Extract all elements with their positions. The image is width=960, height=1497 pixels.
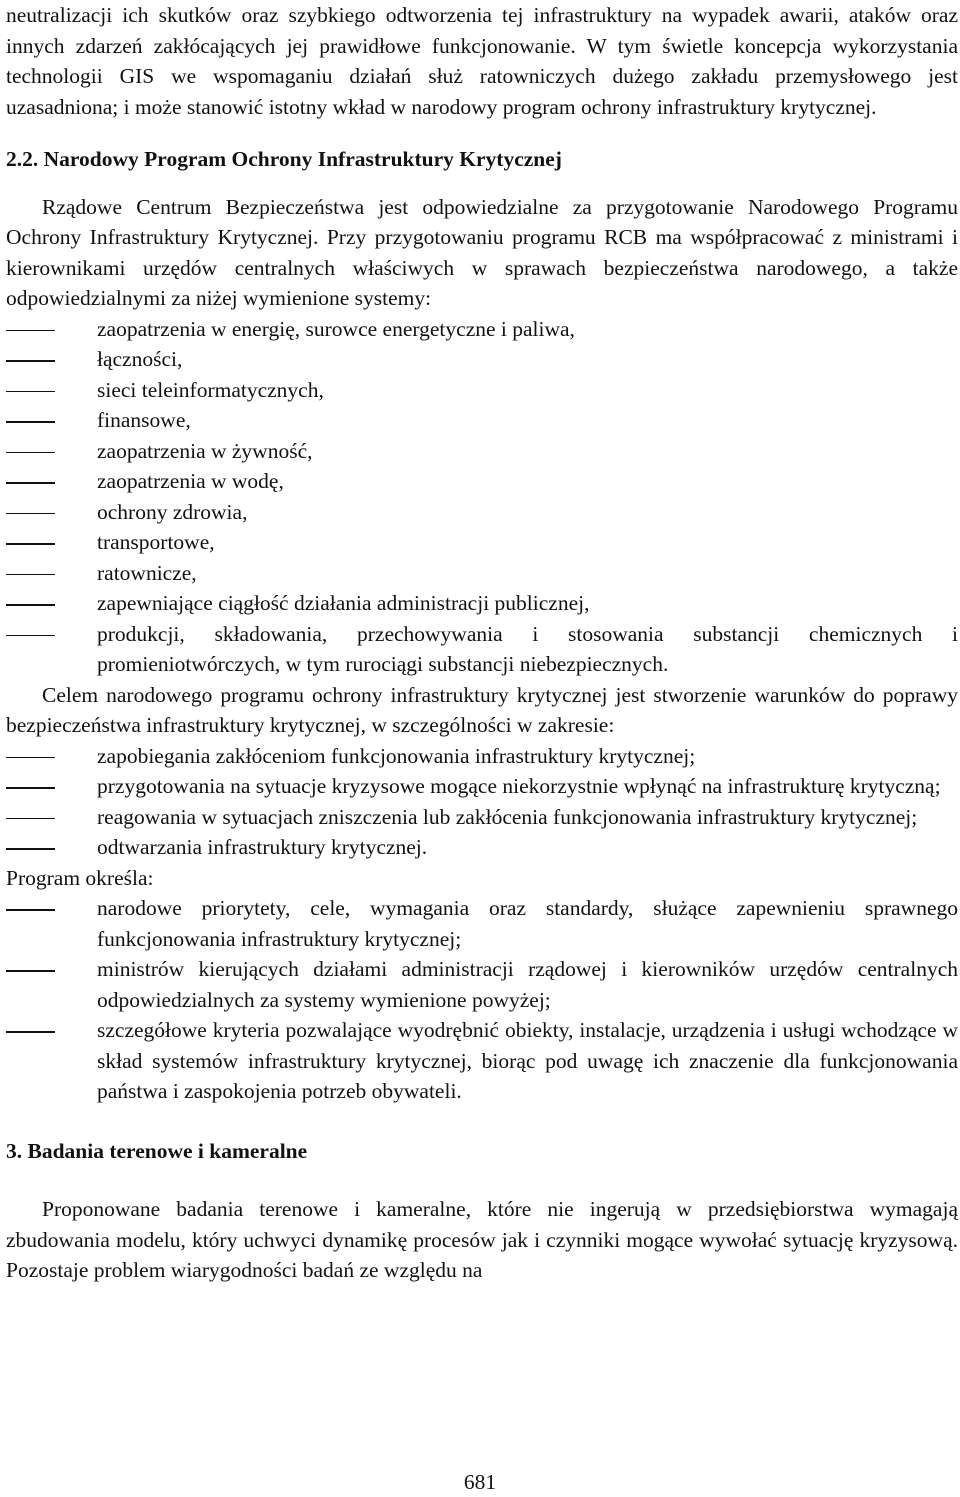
intro-paragraph: neutralizacji ich skutków oraz szybkiego odtworzenia tej infrastruktury na wypadek awarii, ataków oraz innych zdarzeń zakłócających jej prawidłowe funkcjonowanie. W tym świetle koncepcja wykorzystania technologii GIS we wspomaganiu działań służ ratowniczych dużego zakładu przemysłowego jest uzasadniona; i może stanowić istotny wkład w narodowy program ochrony infrastruktury krytycznej. bbox=[6, 3, 958, 119]
program-label: Program określa: bbox=[6, 865, 154, 890]
document-page bbox=[6, 0, 958, 1286]
list-item: narodowe priorytety, cele, wymagania oraz standardy, służące zapewnieniu sprawnego funkcjonowania infrastruktury krytycznej; bbox=[97, 896, 958, 951]
page-number: 681 bbox=[463, 1470, 497, 1494]
list-item: zaopatrzenia w żywność, bbox=[97, 438, 313, 463]
list-item: ministrów kierujących działami administracji rządowej i kierowników urzędów centralnych odpowiedzialnych za systemy wymienione powyżej; bbox=[97, 957, 958, 1012]
goal-paragraph: Celem narodowego programu ochrony infrastruktury krytycznej jest stworzenie warunków do poprawy bezpieczeństwa infrastruktury krytycznej, w szczególności w zakresie: bbox=[6, 682, 958, 737]
section-2-2-heading: 2.2. Narodowy Program Ochrony Infrastruktury Krytycznej bbox=[6, 147, 562, 171]
section-3-paragraph: Proponowane badania terenowe i kameralne, które nie ingerują w przedsiębiorstwa wymagają zbudowania modelu, który uchwyci dynamikę procesów jak i czynniki mogące wywołać sytuację kryzysową. Pozostaje problem wiarygodności badań ze względu na bbox=[6, 1197, 958, 1282]
list-item: ochrony zdrowia, bbox=[97, 499, 248, 524]
list-item: szczegółowe kryteria pozwalające wyodrębnić obiekty, instalacje, urządzenia i usługi wchodzące w skład systemów infrastruktury krytycznej, biorąc pod uwagę ich znaczenie dla funkcjonowania państwa i zaspokojenia potrzeb obywateli. bbox=[97, 1018, 958, 1103]
list-item: transportowe, bbox=[97, 530, 215, 554]
list-item: odtwarzania infrastruktury krytycznej. bbox=[97, 835, 428, 859]
list-item: zapewniające ciągłość działania administracji publicznej, bbox=[97, 591, 590, 615]
program-items-list bbox=[6, 893, 958, 1107]
list-item: reagowania w sytuacjach zniszczenia lub zakłócenia funkcjonowania infrastruktury krytycznej; bbox=[97, 804, 918, 829]
list-item: zapobiegania zakłóceniom funkcjonowania infrastruktury krytycznej; bbox=[97, 743, 696, 768]
list-item: łączności, bbox=[97, 347, 183, 371]
systems-list bbox=[6, 314, 958, 680]
list-item: zaopatrzenia w wodę, bbox=[97, 469, 284, 493]
section-3-heading: 3. Badania terenowe i kameralne bbox=[6, 1138, 308, 1163]
list-item: finansowe, bbox=[97, 408, 191, 432]
list-item: zaopatrzenia w energię, surowce energetyczne i paliwa, bbox=[97, 316, 575, 341]
goals-list bbox=[6, 741, 958, 863]
list-item: produkcji, składowania, przechowywania i stosowania substancji chemicznych i promieniotwórczych, w tym rurociągi substancji niebezpiecznych. bbox=[97, 621, 958, 676]
list-item: sieci teleinformatycznych, bbox=[97, 377, 324, 402]
list-item: przygotowania na sytuacje kryzysowe mogące niekorzystnie wpłynąć na infrastrukturę krytyczną; bbox=[97, 774, 941, 798]
section-2-2-paragraph: Rządowe Centrum Bezpieczeństwa jest odpowiedzialne za przygotowanie Narodowego Programu Ochrony Infrastruktury Krytycznej. Przy przygotowaniu programu RCB ma współpracować z ministrami i kierownikami urzędów centralnych właściwych w sprawach bezpieczeństwa narodowego, a także odpowiedzialnymi za niżej wymienione systemy: bbox=[6, 194, 958, 310]
list-item: ratownicze, bbox=[97, 560, 197, 585]
